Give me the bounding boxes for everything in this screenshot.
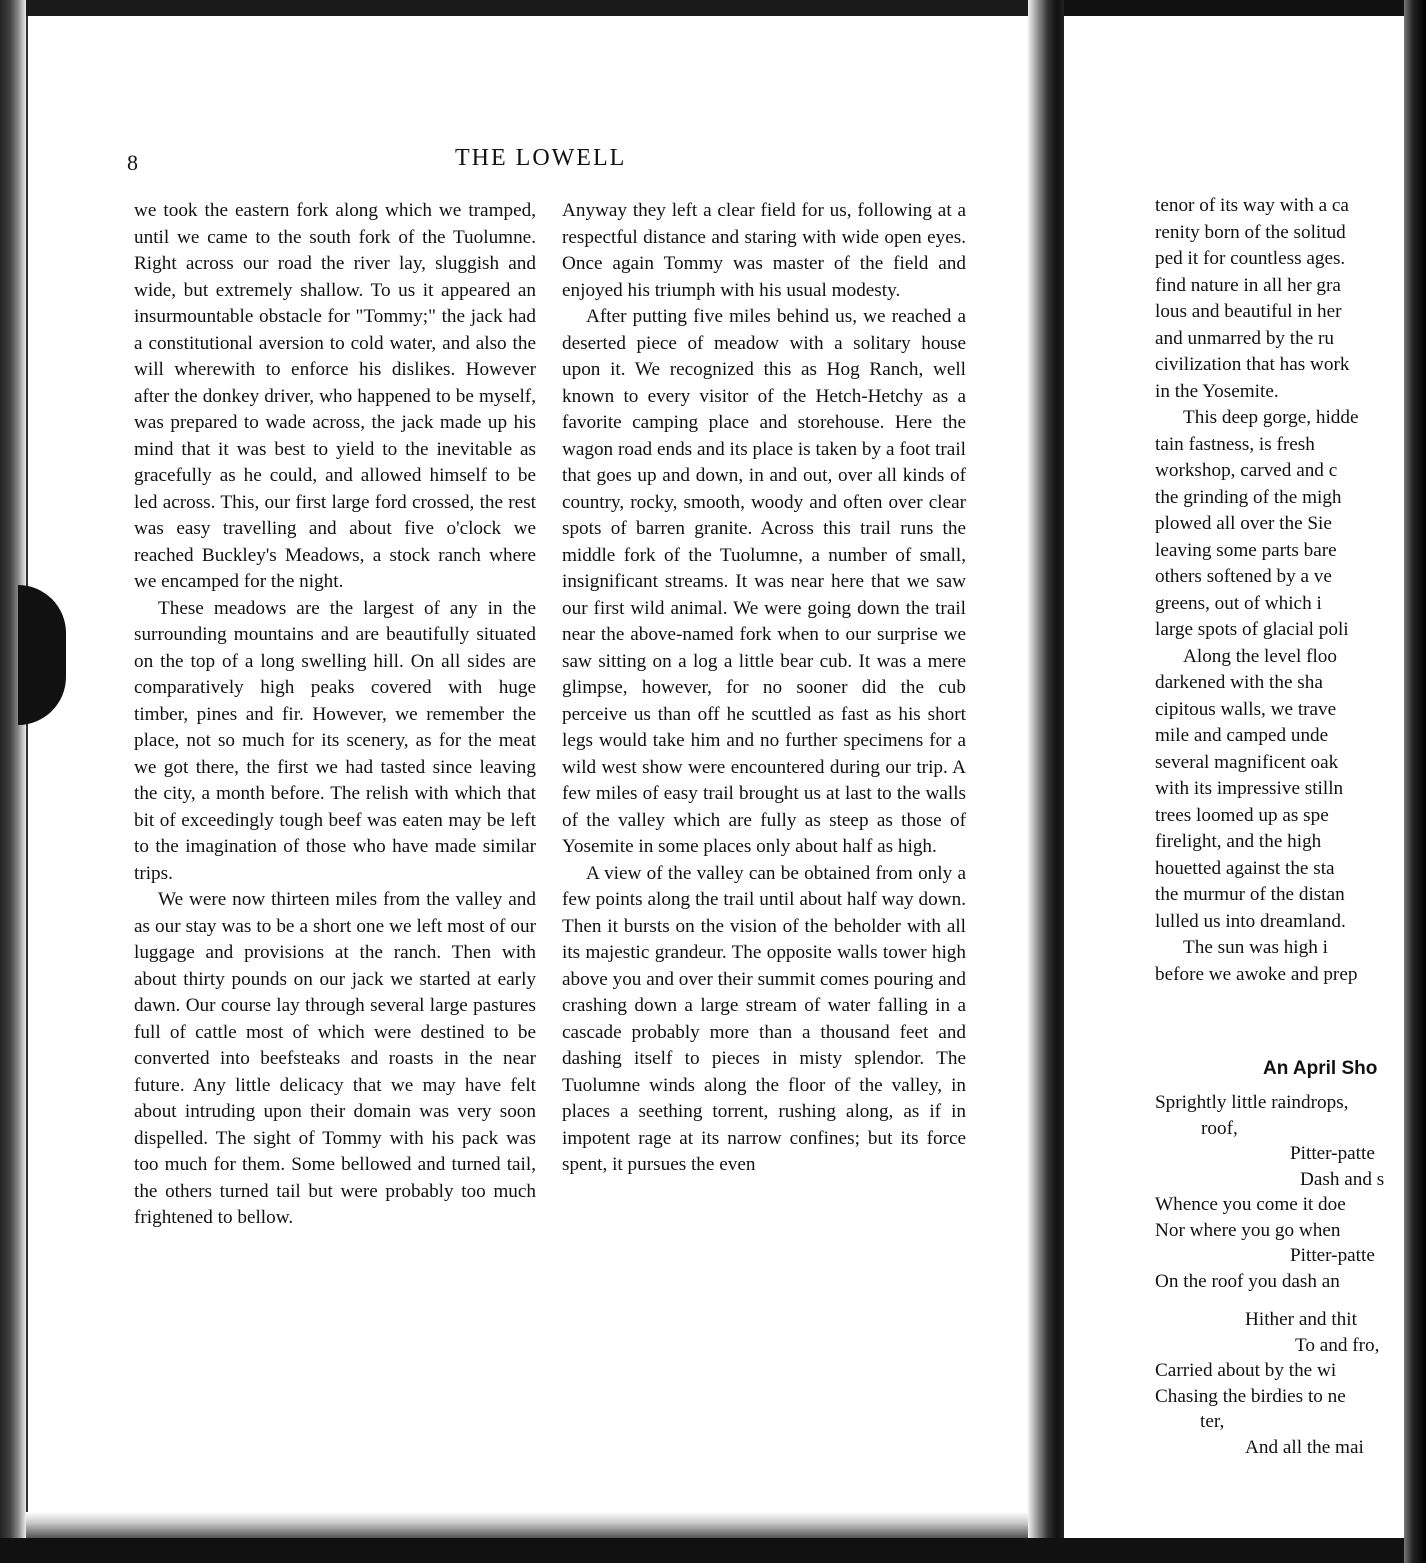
- paragraph: After putting five miles behind us, we reached a deserted piece of meadow with a solitary house upon it. We recognized this as Hog Ranch, well known to every visitor of the Hetch-Hetchy as a favorite camping place and storehouse. Here the wagon road ends and its place is taken by a foot trail that goes up and down, in and out, over all kinds of country, rocky, smooth, woody and often over clear spots of barren granite. Across this trail runs the middle fork of the Tuolumne, a number of small, insignificant streams. It was near here that we saw our first wild animal. We were going down the trail near the above-named fork when to our surprise we saw sitting on a log a little bear cub. It was a mere glimpse, however, for no sooner did the cub perceive us than off he scuttled as fast as his short legs would take him and no further specimens for a wild west show were encountered during our trip. A few miles of easy trail brought us at last to the walls of the valley which are fully as steep as those of Yosemite in some places only about half as high.: [562, 306, 966, 857]
- text-line: trees loomed up as spe: [1155, 804, 1329, 826]
- paragraph: These meadows are the largest of any in the surrounding mountains and are beautifully situated on the top of a long swelling hill. On all sides are comparatively high peaks covered with huge timber, pines and fir. However, we remember the place, not so much for its scenery, as for the meat we got there, the first we had tasted since leaving the city, a month before. The relish with which that bit of exceedingly tough beef was eaten may be left to the imagination of those who have made similar trips.: [134, 597, 536, 884]
- text-line: tenor of its way with a ca: [1155, 195, 1349, 216]
- running-head: THE LOWELL: [455, 145, 627, 171]
- text-line: mile and camped unde: [1155, 725, 1329, 746]
- text-line: houetted against the sta: [1155, 857, 1335, 879]
- book-gutter: [1028, 0, 1064, 1563]
- text-line: greens, out of which i: [1155, 592, 1322, 614]
- text-line: leaving some parts bare: [1155, 539, 1337, 561]
- poem-line: Carried about by the wi: [1155, 1360, 1337, 1381]
- paragraph: we took the eastern fork along which we tramped, until we came to the south fork of the Tuolumne. Right across our road the river lay, sluggish and wide, but extremely shallow. To us it appeared an insurmountable obstacle for "Tommy;" the jack had a constitutional aversion to cold water, and also the will wherewith to enforce his dislikes. However after the donkey driver, who happened to be myself, was prepared to wade across, the jack made up his mind that it was best to yield to the inevitable as gracefully as he could, and allowed himself to be led across. This, our first large ford crossed, the rest was easy travelling and about five o'clock we reached Buckley's Meadows, a stock ranch where we encamped for the night.: [134, 200, 536, 592]
- text-line: cipitous walls, we trave: [1155, 698, 1337, 720]
- text-line: civilization that has work: [1155, 354, 1350, 375]
- poem-title: An April Sho: [1263, 1058, 1378, 1079]
- paragraph: A view of the valley can be obtained from only a few points along the trail until about half way down. Then it bursts on the vision of the beholder with all its majestic grandeur. The opposite walls tower high above you and over their summit comes pouring and crashing down a large stream of water falling in a cascade probably more than a thousand feet and dashing itself to pieces in misty splendor. The Tuolumne winds along the floor of the valley, in places a seething torrent, rushing along, as if in impotent rage at its narrow confines; but its force spent, it pursues the even: [562, 862, 966, 1175]
- poem-line: Pitter-patte: [1290, 1143, 1375, 1164]
- text-column-2: [562, 198, 966, 1179]
- text-line: The sun was high i: [1183, 937, 1328, 958]
- page-number: 8: [127, 150, 138, 175]
- text-line: before we awoke and prep: [1155, 963, 1358, 985]
- text-line: workshop, carved and c: [1155, 460, 1338, 481]
- poem-line: ter,: [1200, 1411, 1225, 1432]
- stanza-break: [1155, 1294, 1384, 1307]
- text-line: the murmur of the distan: [1155, 884, 1345, 905]
- text-line: This deep gorge, hidde: [1183, 407, 1359, 428]
- right-page-text-column: [1155, 193, 1426, 988]
- poem-line: And all the mai: [1245, 1436, 1364, 1458]
- text-line: find nature in all her gra: [1155, 274, 1341, 296]
- text-line: darkened with the sha: [1155, 672, 1323, 693]
- text-line: large spots of glacial poli: [1155, 619, 1349, 640]
- poem-line: To and fro,: [1295, 1334, 1380, 1356]
- text-column-1: [134, 198, 536, 1232]
- text-line: with its impressive stilln: [1155, 778, 1344, 799]
- poem-line: Dash and s: [1300, 1168, 1385, 1190]
- poem-line: Whence you come it doe: [1155, 1194, 1346, 1215]
- text-line: ped it for countless ages.: [1155, 248, 1346, 269]
- poem-line: Hither and thit: [1245, 1309, 1357, 1330]
- poem-line: roof,: [1201, 1117, 1238, 1139]
- scan-border-left: [0, 0, 26, 1563]
- text-line: tain fastness, is fresh: [1155, 433, 1315, 455]
- poem-line: On the roof you dash an: [1155, 1270, 1340, 1292]
- text-line: in the Yosemite.: [1155, 380, 1279, 402]
- poem-line: Sprightly little raindrops,: [1155, 1092, 1349, 1113]
- text-line: several magnificent oak: [1155, 751, 1339, 773]
- poem-line: Chasing the birdies to ne: [1155, 1385, 1346, 1407]
- scan-border-bottom: [0, 1538, 1426, 1563]
- paragraph: Anyway they left a clear field for us, following at a respectful distance and staring with wide open eyes. Once again Tommy was master of the field and enjoyed his triumph with his usual modesty.: [562, 200, 966, 301]
- poem: [1155, 1090, 1384, 1460]
- text-line: the grinding of the migh: [1155, 486, 1342, 508]
- text-line: firelight, and the high: [1155, 831, 1322, 852]
- text-line: renity born of the solitud: [1155, 221, 1346, 243]
- scan-border-right: [1404, 0, 1426, 1563]
- page-shadow: [26, 1512, 1028, 1538]
- text-line: others softened by a ve: [1155, 566, 1332, 587]
- poem-line: Nor where you go when: [1155, 1219, 1341, 1241]
- poem-line: Pitter-patte: [1290, 1245, 1375, 1266]
- text-line: and unmarred by the ru: [1155, 327, 1335, 349]
- text-line: lous and beautiful in her: [1155, 301, 1342, 322]
- paragraph: We were now thirteen miles from the valley and as our stay was to be a short one we left most of our luggage and provisions at the ranch. Then with about thirty pounds on our jack we started at early dawn. Our course lay through several large pastures full of cattle most of which were destined to be converted into beefsteaks and roasts in the near future. Any little delicacy that we may have felt about intruding upon their domain was very soon dispelled. The sight of Tommy with his pack was too much for them. Some bellowed and turned tail, the others turned tail but were probably too much frightened to bellow.: [134, 889, 536, 1228]
- text-line: Along the level floo: [1183, 645, 1337, 667]
- text-line: plowed all over the Sie: [1155, 513, 1332, 534]
- text-line: lulled us into dreamland.: [1155, 910, 1346, 932]
